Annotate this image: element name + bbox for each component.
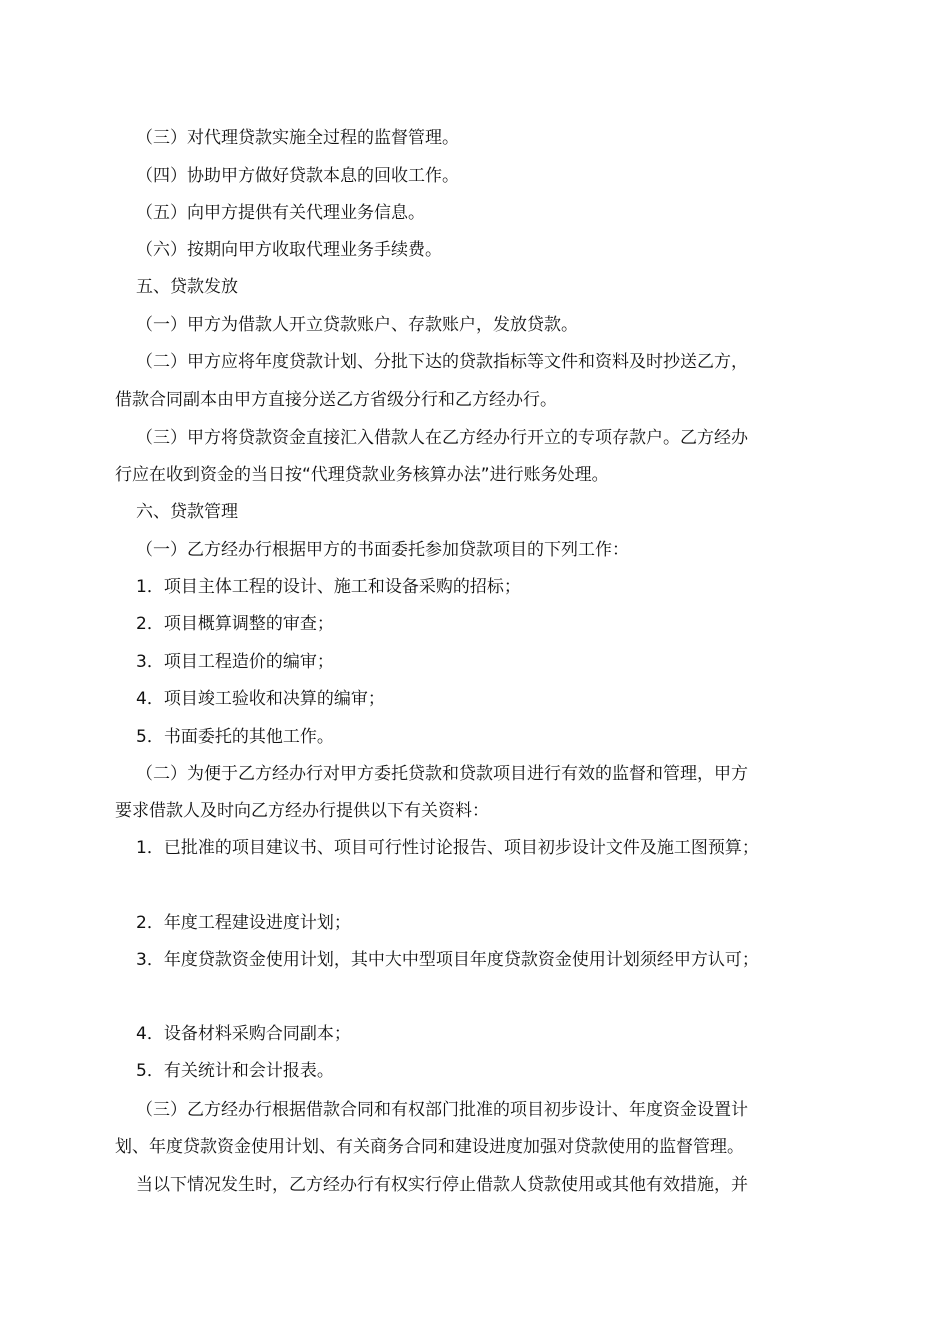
text-line: （一）乙方经办行根据甲方的书面委托参加贷款项目的下列工作：	[136, 540, 629, 560]
list-item: 1．项目主体工程的设计、施工和设备采购的招标；	[136, 577, 521, 597]
text-line: 借款合同副本由甲方直接分送乙方省级分行和乙方经办行。	[115, 390, 557, 410]
text-line: （三）对代理贷款实施全过程的监督管理。	[136, 128, 459, 148]
text-line: （四）协助甲方做好贷款本息的回收工作。	[136, 166, 459, 186]
text-line: 划、年度贷款资金使用计划、有关商务合同和建设进度加强对贷款使用的监督管理。	[115, 1137, 744, 1157]
list-item: 1．已批准的项目建议书、项目可行性讨论报告、项目初步设计文件及施工图预算；	[136, 838, 759, 858]
list-item: 3．项目工程造价的编审；	[136, 652, 334, 672]
text-line: （三）乙方经办行根据借款合同和有权部门批准的项目初步设计、年度资金设置计	[136, 1100, 748, 1120]
list-item: 5．有关统计和会计报表。	[136, 1061, 334, 1081]
section-heading: 五、贷款发放	[136, 277, 238, 297]
section-heading: 六、贷款管理	[136, 502, 238, 522]
text-line: （三）甲方将贷款资金直接汇入借款人在乙方经办行开立的专项存款户。乙方经办	[136, 428, 748, 448]
list-item: 2．年度工程建设进度计划；	[136, 913, 351, 933]
list-item: 4．设备材料采购合同副本；	[136, 1024, 351, 1044]
list-item: 3．年度贷款资金使用计划，其中大中型项目年度贷款资金使用计划须经甲方认可；	[136, 950, 759, 970]
text-line: （六）按期向甲方收取代理业务手续费。	[136, 240, 442, 260]
text-line: 要求借款人及时向乙方经办行提供以下有关资料：	[115, 801, 489, 821]
text-line: 行应在收到资金的当日按“代理贷款业务核算办法”进行账务处理。	[115, 465, 609, 485]
text-line: 当以下情况发生时，乙方经办行有权实行停止借款人贷款使用或其他有效措施，并	[136, 1175, 748, 1195]
text-line: （二）甲方应将年度贷款计划、分批下达的贷款指标等文件和资料及时抄送乙方，	[136, 352, 748, 372]
list-item: 2．项目概算调整的审查；	[136, 614, 334, 634]
list-item: 4．项目竣工验收和决算的编审；	[136, 689, 385, 709]
list-item: 5．书面委托的其他工作。	[136, 727, 334, 747]
text-line: （五）向甲方提供有关代理业务信息。	[136, 203, 425, 223]
text-line: （一）甲方为借款人开立贷款账户、存款账户，发放贷款。	[136, 315, 578, 335]
text-line: （二）为便于乙方经办行对甲方委托贷款和贷款项目进行有效的监督和管理，甲方	[136, 764, 748, 784]
